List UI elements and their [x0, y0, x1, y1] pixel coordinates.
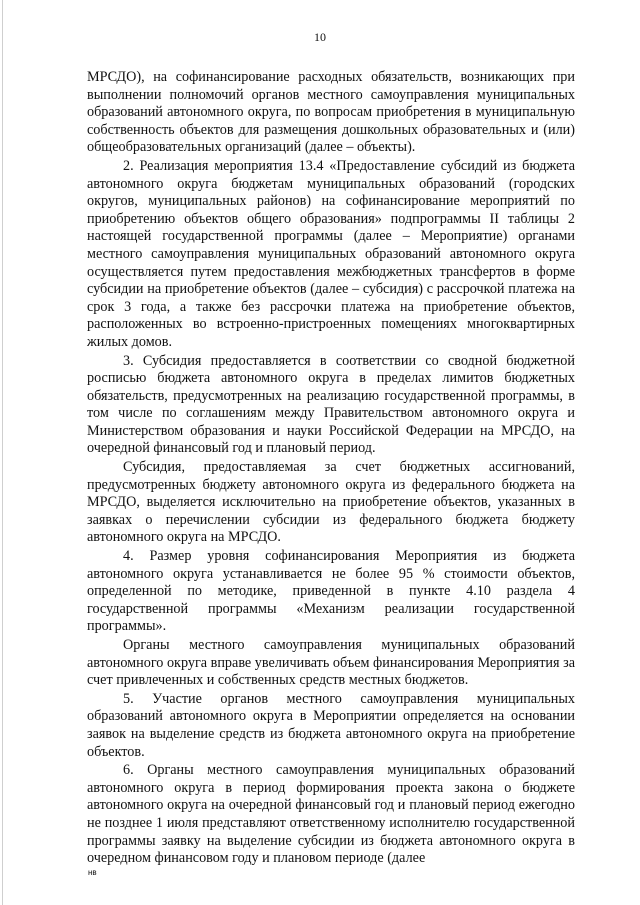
paragraph-item-5: 5. Участие органов местного самоуправления муниципальных образований автономного округа в Мероприятии определяется на основании заявок на выделение средств из бюджета автономного округа на приобретение объектов. [87, 690, 575, 760]
paragraph-item-4: 4. Размер уровня софинансирования Мероприятия из бюджета автономного округа устанавливается не более 95 % стоимости объектов, определенной по методике, приведенной в пункте 4.10 раздела 4 государственной программы «Механизм реализации государственной программы». [87, 548, 575, 635]
paragraph-local-authorities: Органы местного самоуправления муниципальных образований автономного округа вправе увеличивать объем финансирования Мероприятия за счет привлеченных и собственных средств местных бюджетов. [87, 637, 575, 689]
footer-initials: нв [88, 868, 97, 877]
paragraph-subsidy-federal: Субсидия, предоставляемая за счет бюджетных ассигнований, предусмотренных бюджету автономного округа из федерального бюджета на МРСДО, выделяется исключительно на приобретение объектов, указанных в заявках о перечислении субсидии из федерального бюджета бюджету автономного округа на МРСДО. [87, 459, 575, 546]
paragraph-continuation: МРСДО), на софинансирование расходных обязательств, возникающих при выполнении полномочий органов местного самоуправления муниципальных образований автономного округа, по вопросам приобретения в муниципальную собственность объектов для размещения дошкольных образовательных и (или) общеобразовательных организаций (далее – объекты). [87, 69, 575, 156]
page-number: 10 [314, 30, 326, 44]
page-edge-line [2, 0, 3, 905]
paragraph-item-3: 3. Субсидия предоставляется в соответствии со сводной бюджетной росписью бюджета автономного округа в пределах лимитов бюджетных обязательств, предусмотренных на реализацию государственной программы, в том числе по соглашениям между Правительством автономного округа и Министерством образования и науки Российской Федерации на МРСДО, на очередной финансовый год и плановый период. [87, 352, 575, 457]
paragraph-item-2: 2. Реализация мероприятия 13.4 «Предоставление субсидий из бюджета автономного округа бюджетам муниципальных образований (городских округов, муниципальных районов) на софинансирование мероприятий по приобретению объектов общего образования» подпрограммы II таблицы 2 настоящей государственной программы (далее – Мероприятие) органами местного самоуправления муниципальных образований автономного округа осуществляется путем предоставления межбюджетных трансфертов в форме субсидии на приобретение объектов (далее – субсидия) с рассрочкой платежа на срок 3 года, а также без рассрочки платежа на приобретение объектов, расположенных во встроенно-пристроенных помещениях многоквартирных жилых домов. [87, 157, 575, 350]
paragraph-item-6: 6. Органы местного самоуправления муниципальных образований автономного округа в период формирования проекта закона о бюджете автономного округа на очередной финансовый год и плановый период ежегодно не позднее 1 июля представляют ответственному исполнителю государственной программы заявку на выделение субсидии из бюджета автономного округа в очередном финансовом году и плановом периоде (далее [87, 762, 575, 867]
document-body [87, 69, 575, 869]
